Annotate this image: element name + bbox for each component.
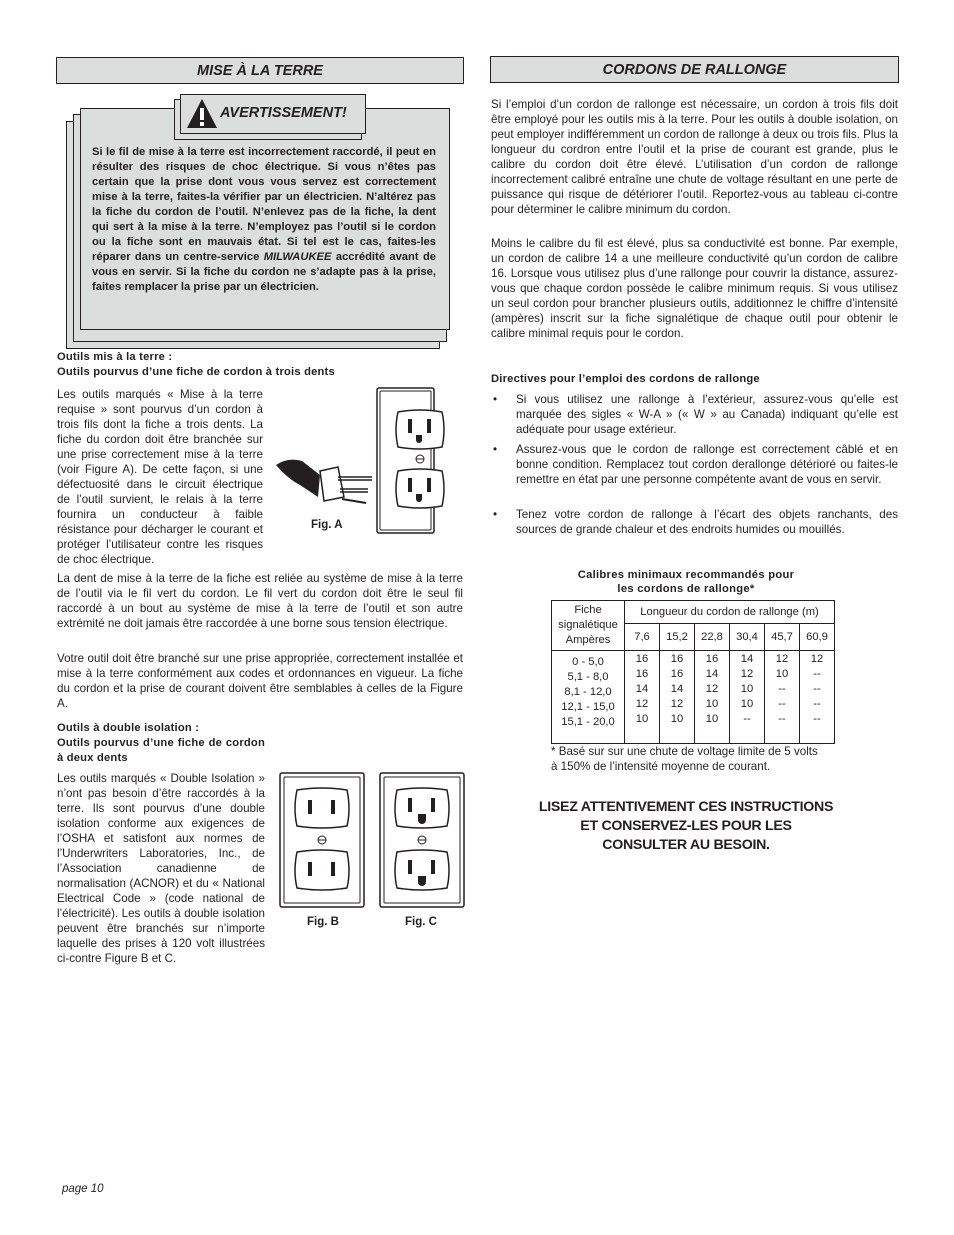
bullet-marker-3: •: [493, 508, 498, 521]
extension-paragraph-1: Si l’emploi d’un cordon de rallonge est nécessaire, un cordon à trois fils doit être employé pour les outils mis à la terre. Pour les outils à double isolation, on peut employer indifféremment un cordon de rallonge à deux ou trois fils. Plus la longueur du cordron entre l’outil et la prise de courant est grande, plus le calibre du cordon doit être élevé. L’utilisation d’un cordon de rallonge incorrectement calibré entraîne une chute de voltage résultant en une perte de puissance qui risque de détériorer l’outil. Reportez-vous au tableau ci-contre pour déterminer le calibre minimum du cordon.: [491, 98, 898, 216]
directive-bullet-1: Si vous utilisez une rallonge à l’extérieur, assurez-vous qu’elle est marquée des sigles « W-A » (« W » au Canada) indiquant qu’elle est adéquate pour usage extérieur.: [516, 393, 898, 436]
grounded-heading: [57, 350, 467, 380]
warning-triangle-icon: [186, 98, 218, 130]
table-head-length: Longueur du cordon de rallonge (m): [625, 601, 835, 624]
amp-row-1: 0 - 5,0: [572, 656, 604, 668]
grounded-paragraph-2: La dent de mise à la terre de la fiche est reliée au système de mise à la terre de l’outil via le fil vert du cordon. Le fil vert du cordon doit être le seul fil raccordé à un bout au système de mise à la terre de l’outil et son autre extrémité ne doit jamais être raccordée à une borne sous tension électrique.: [57, 572, 463, 630]
gauge-col-15-2: [660, 651, 695, 744]
bullet-marker-2: •: [493, 443, 498, 456]
length-col-3: 22,8: [695, 624, 730, 651]
gauge-cell: --: [778, 683, 786, 695]
head-line-1: Fiche: [574, 604, 602, 616]
gauge-cell: --: [778, 713, 786, 725]
gauge-cell: --: [813, 668, 821, 680]
amp-row-4: 12,1 - 15,0: [561, 701, 615, 713]
gauge-cell: 10: [740, 698, 754, 710]
grounding-section-header: [56, 57, 464, 84]
final-line-1: LISEZ ATTENTIVEMENT CES INSTRUCTIONS: [538, 799, 834, 815]
table-title-line1: Calibres minimaux recommandés pour: [577, 569, 795, 581]
warning-text-after: accrédité avant de vous en servir. Si la fiche du cordon ne s’adapte pas à la prise, faites remplacer la prise par un électricien.: [92, 251, 436, 293]
gauge-col-45-7: [765, 651, 800, 744]
figure-b-outlet: [279, 772, 365, 908]
gauge-cell: 14: [705, 668, 719, 680]
gauge-cell: 10: [705, 698, 719, 710]
final-notice: [506, 798, 866, 855]
table-head-amperes: [552, 601, 625, 651]
gauge-cell: --: [813, 713, 821, 725]
gauge-cell: --: [813, 683, 821, 695]
length-col-6: 60,9: [800, 624, 835, 651]
gauge-cell: 10: [705, 713, 719, 725]
length-col-1: 7,6: [625, 624, 660, 651]
amps-column: [552, 651, 625, 744]
gauge-col-22-8: [695, 651, 730, 744]
directives-heading: Directives pour l’emploi des cordons de rallonge: [491, 373, 760, 385]
grounded-heading-line1: Outils mis à la terre :: [57, 351, 173, 363]
figure-b-label: Fig. B: [307, 916, 339, 928]
table-title: [551, 568, 821, 596]
directive-bullet-3: Tenez votre cordon de rallonge à l’écart des objets ranchants, des sources de grande chaleur et des endroits humides ou mouillés.: [516, 508, 898, 536]
extension-cords-section-header: [490, 56, 899, 83]
warning-text: [92, 145, 436, 295]
table-title-line2: les cordons de rallonge*: [617, 583, 755, 595]
gauge-cell: 16: [670, 668, 684, 680]
head-line-3: Ampères: [565, 634, 611, 646]
gauge-cell: 14: [670, 683, 684, 695]
gauge-cell: --: [778, 698, 786, 710]
warning-title: AVERTISSEMENT!: [220, 105, 347, 121]
gauge-cell: 16: [635, 653, 649, 665]
gauge-cell: --: [743, 713, 751, 725]
gauge-cell: 10: [670, 713, 684, 725]
gauge-cell: 10: [635, 713, 649, 725]
gauge-cell: 16: [705, 653, 719, 665]
table-footnote: * Basé sur sur une chute de voltage limite de 5 volts à 150% de l’intensité moyenne de courant.: [551, 745, 818, 773]
gauge-cell: 12: [670, 698, 684, 710]
gauge-cell: 16: [635, 668, 649, 680]
double-insulated-heading: [57, 721, 265, 766]
amp-row-3: 8,1 - 12,0: [564, 686, 612, 698]
figure-a-three-prong-outlet: [274, 385, 464, 535]
double-heading-line1: Outils à double isolation :: [57, 722, 200, 734]
extension-header-text: CORDONS DE RALLONGE: [602, 61, 787, 78]
page-number: page 10: [62, 1183, 104, 1195]
extension-paragraph-2: Moins le calibre du fil est élevé, plus sa conductivité est bonne. Par exemple, un cordon de calibre 14 a une meilleure conductivité qu’un cordon de calibre 16. Lorsque vous utilisez plus d’une rallonge pour couvrir la distance, assurez-vous que chaque cordon possède le calibre minimum requis. Si vous utilisez un seul cordon pour brancher plusieurs outils, additionnez le chiffre d’intensité (ampères) inscrit sur la fiche signalétique de chaque outil pour obtenir le calibre minimal requis pour le cordon.: [491, 237, 898, 340]
figure-a-label: Fig. A: [311, 519, 343, 531]
grounded-heading-line2: Outils pourvus d’une fiche de cordon à trois dents: [57, 366, 335, 378]
gauge-col-30-4: [730, 651, 765, 744]
gauge-cell: 12: [705, 683, 719, 695]
length-col-2: 15,2: [660, 624, 695, 651]
gauge-cell: 10: [775, 668, 789, 680]
length-col-5: 45,7: [765, 624, 800, 651]
amp-row-2: 5,1 - 8,0: [567, 671, 609, 683]
gauge-cell: 10: [740, 683, 754, 695]
final-line-2: ET CONSERVEZ-LES POUR LES: [580, 818, 792, 834]
gauge-cell: 14: [635, 683, 649, 695]
warning-brand: MILWAUKEE: [263, 251, 332, 263]
gauge-col-60-9: [800, 651, 835, 744]
double-heading-line2: Outils pourvus d’une fiche de cordon à deux dents: [57, 737, 265, 764]
gauge-cell: 14: [740, 653, 754, 665]
head-line-2: signalétique: [558, 619, 618, 631]
directive-bullet-2: Assurez-vous que le cordon de rallonge est correctement câblé et en bonne condition. Remplacez tout cordon derallonge détérioré ou faites-le remettre en état par une personne compétente avant de vous en servir.: [516, 443, 898, 486]
double-insulated-paragraph: Les outils marqués « Double Isolation » n’ont pas besoin d’être raccordés à la terre. Ils sont pourvus d’une double isolation conforme aux exigences de l’OSHA et satisfont aux normes de l’Underwriters Laboratories, Inc., de l’Association canadienne de normalisation (ACNOR) et du « National Electrical Code » (code national de l’électricité). Les outils à double isolation peuvent être branchés sur n’importe laquelle des prises à 120 volt illustrées ci-contre Figure B et C.: [57, 772, 265, 965]
gauge-cell: --: [813, 698, 821, 710]
gauge-col-7-6: [625, 651, 660, 744]
gauge-cell: 12: [775, 653, 789, 665]
grounding-header-text: MISE À LA TERRE: [197, 62, 323, 79]
gauge-cell: 12: [740, 668, 754, 680]
gauge-cell: 12: [810, 653, 824, 665]
figure-c-label: Fig. C: [405, 916, 437, 928]
gauge-cell: 12: [635, 698, 649, 710]
warning-text-before: Si le fil de mise à la terre est incorrectement raccordé, il peut en résulter des risques de choc électrique. Si vous n’êtes pas certain que la prise dont vous vous servez est correctement mise à la terre, faites-la vérifier par un électricien. N’altérez pas la fiche du cordon de l’outil. N’enlevez pas de la fiche, la dent qui sert à la mise à la terre. N’employez pas l’outil si le cordon ou la fiche sont en mauvais état. Si tel est le cas, faites-les réparer dans un centre-service: [92, 146, 436, 263]
amp-row-5: 15,1 - 20,0: [561, 716, 615, 728]
gauge-cell: 16: [670, 653, 684, 665]
bullet-marker-1: •: [493, 393, 498, 406]
grounded-paragraph-1: Les outils marqués « Mise à la terre requise » sont pourvus d’un cordon à trois fils dont la fiche a trois dents. La fiche du cordon doit être branchée sur une prise correctement mise à la terre (voir Figure A). De cette façon, si une défectuosité dans le circuit électrique de l’outil survient, le relais à la terre fournira un conducteur à faible résistance pour décharger le courant et protéger l’utilisateur contre les risques de choc électrique.: [57, 388, 263, 566]
length-col-4: 30,4: [730, 624, 765, 651]
final-line-3: CONSULTER AU BESOIN.: [602, 837, 770, 853]
figure-c-outlet: [379, 772, 465, 908]
grounded-paragraph-3: Votre outil doit être branché sur une prise appropriée, correctement installée et mise à la terre conformément aux codes et ordonnances en vigueur. La fiche du cordon et la prise de courant doivent être semblables à celles de la Figure A.: [57, 652, 463, 710]
wire-gauge-table: [551, 600, 835, 744]
